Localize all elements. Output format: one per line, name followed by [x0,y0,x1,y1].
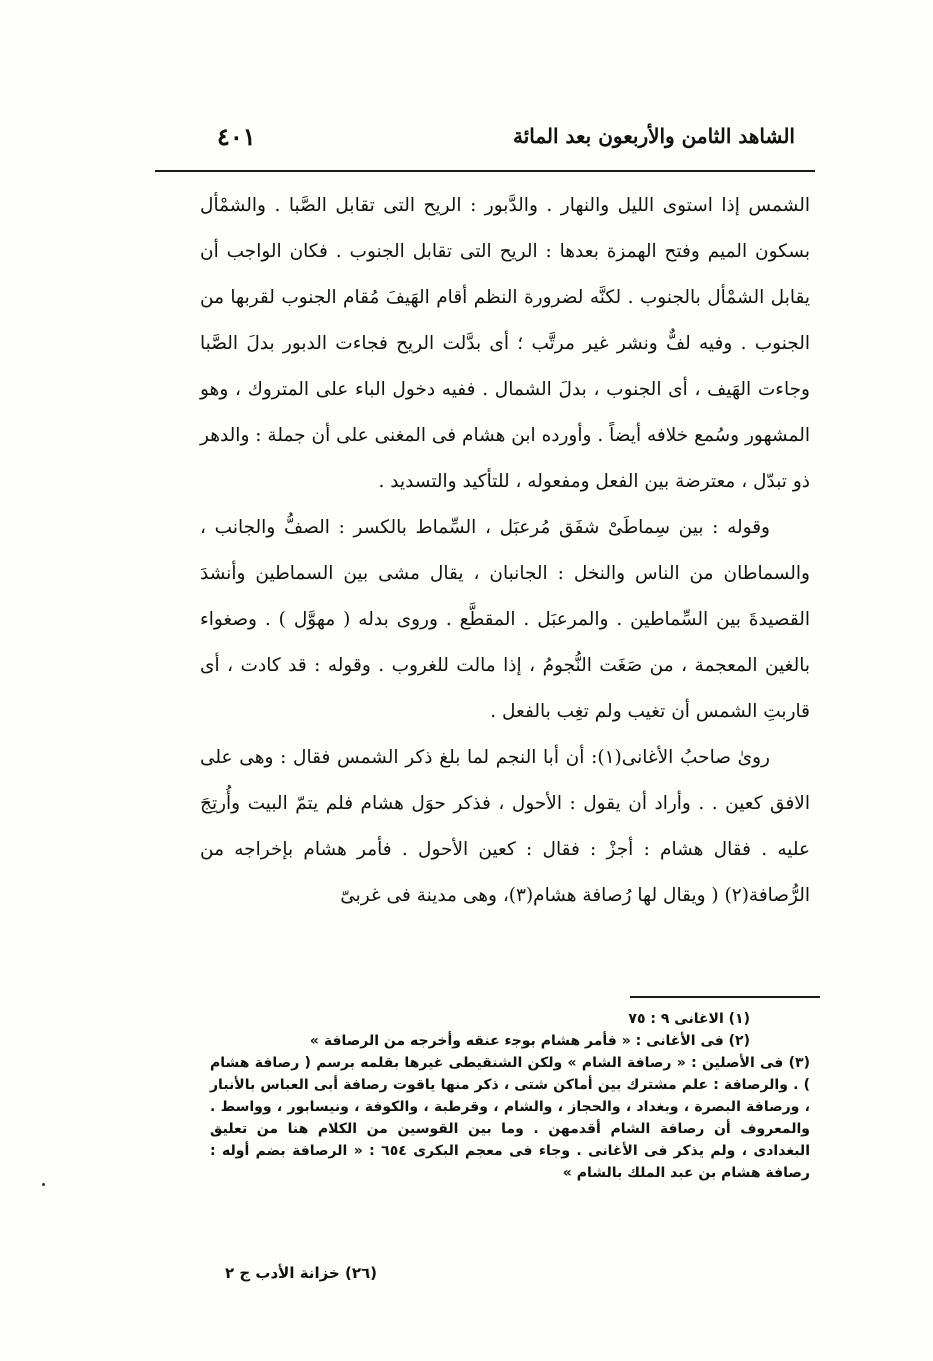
footnote-2: (٢) فى الأغانى : « فأمر هشام بوج‍ء عنقه وأخرجه من الرصافة » [309,1033,750,1049]
page-number: ٤٠١ [217,122,256,151]
running-header [205,118,795,158]
footnotes [210,1008,810,1184]
paragraph-3: روىٰ صاحبُ الأغانى(١): أن أبا النجم لما بلغ ذكر الشمس فقال : وهى على الافق كعين . . وأراد أن يقول : الأحول ، فذكر حوَل هشام فلم يتمّ البيت وأُرتِجَ عليه . فقال هشام : أجزْ : فقال : كعين الأحول . فأمر هشام بإخراجه من الرُّصافة(٢) ( ويقال لها رُصافة هشام(٣)، وهى مدينة فى غربىّ [200,747,810,906]
footnote-rule [630,996,820,998]
chapter-title: الشاهد الثامن والأربعون بعد المائة [512,124,795,148]
paragraph-1: الشمس إذا استوى الليل والنهار . والدَّبور : الريح التى تقابل الصَّبا . والشمْأل بسكون الميم وفتح الهمزة بعدها : الريح التى تقابل الجنوب . فكان الواجب أن يقابل الشمْأل بالجنوب . لكنَّه لضرورة النظم أقام الهَيفَ مُقام الجنوب لقربها من الجنوب . وفيه لفٌّ ونشر غير مرتَّب ؛ أى بدَّلت الريح فجاءت الدبور بدلَ الصَّبا وجاءت الهَيف ، أى الجنوب ، بدلَ الشمال . ففيه دخول الباء على المتروك ، وهو المشهور وسُمع خلافه أيضاً . وأورده ابن هشام فى المغنى على أن جملة : والدهر ذو تبدّل ، معترضة بين الفعل ومفعوله ، للتأكيد والتسديد . [200,195,810,492]
signature-mark: (٢٦) خزانة الأدب ج ٢ [225,1264,377,1282]
footnote-3: (٣) فى الأصلين : « رصافة الشام » ولكن الشنقيطى غيرها بقلمه برسم ( رصافة هشام ) . والرصافة : علم مشترك بين أماكن شتى ، ذكر منها ياقوت رصافة أبى العباس بالأنبار ، ورصافة البصرة ، وبغداد ، والحجاز ، والشام ، وقرطبة ، والكوفة ، ونيسابور ، وواسط . والمعروف أن رصافة الشام أقدمهن . وما بين القوسين من الكلام هنا من تعليق البغدادى ، ولم يذكر فى الأغانى . وجاء فى معجم البكرى ٦٥٤ : « الرصافة بضم أوله : رصافة هشام بن عبد الملك بالشام » [210,1055,810,1181]
header-rule [155,170,815,172]
paragraph-2: وقوله : بين سِماطَىْ شفَق مُرعبَل ، السِّماط بالكسر : الصفُّ والجانب ، والسماطان من الناس والنخل : الجانبان ، يقال مشى بين السماطين وأنشدَ القصيدةَ بين السِّماطين . والمرعبَل . المقطَّع . وروى بدله ( مهوَّل ) . وصغواء بالغين المعجمة ، من صَغَت النُّجومُ ، إذا مالت للغروب . وقوله : قد كادت ، أى قاربتِ الشمس أن تغيب ولم تغِب بالفعل . [200,517,810,722]
main-text [200,183,810,919]
footnote-1: (١) الاغانى ٩ : ٧٥ [628,1011,750,1027]
scan-speck [42,1183,45,1186]
